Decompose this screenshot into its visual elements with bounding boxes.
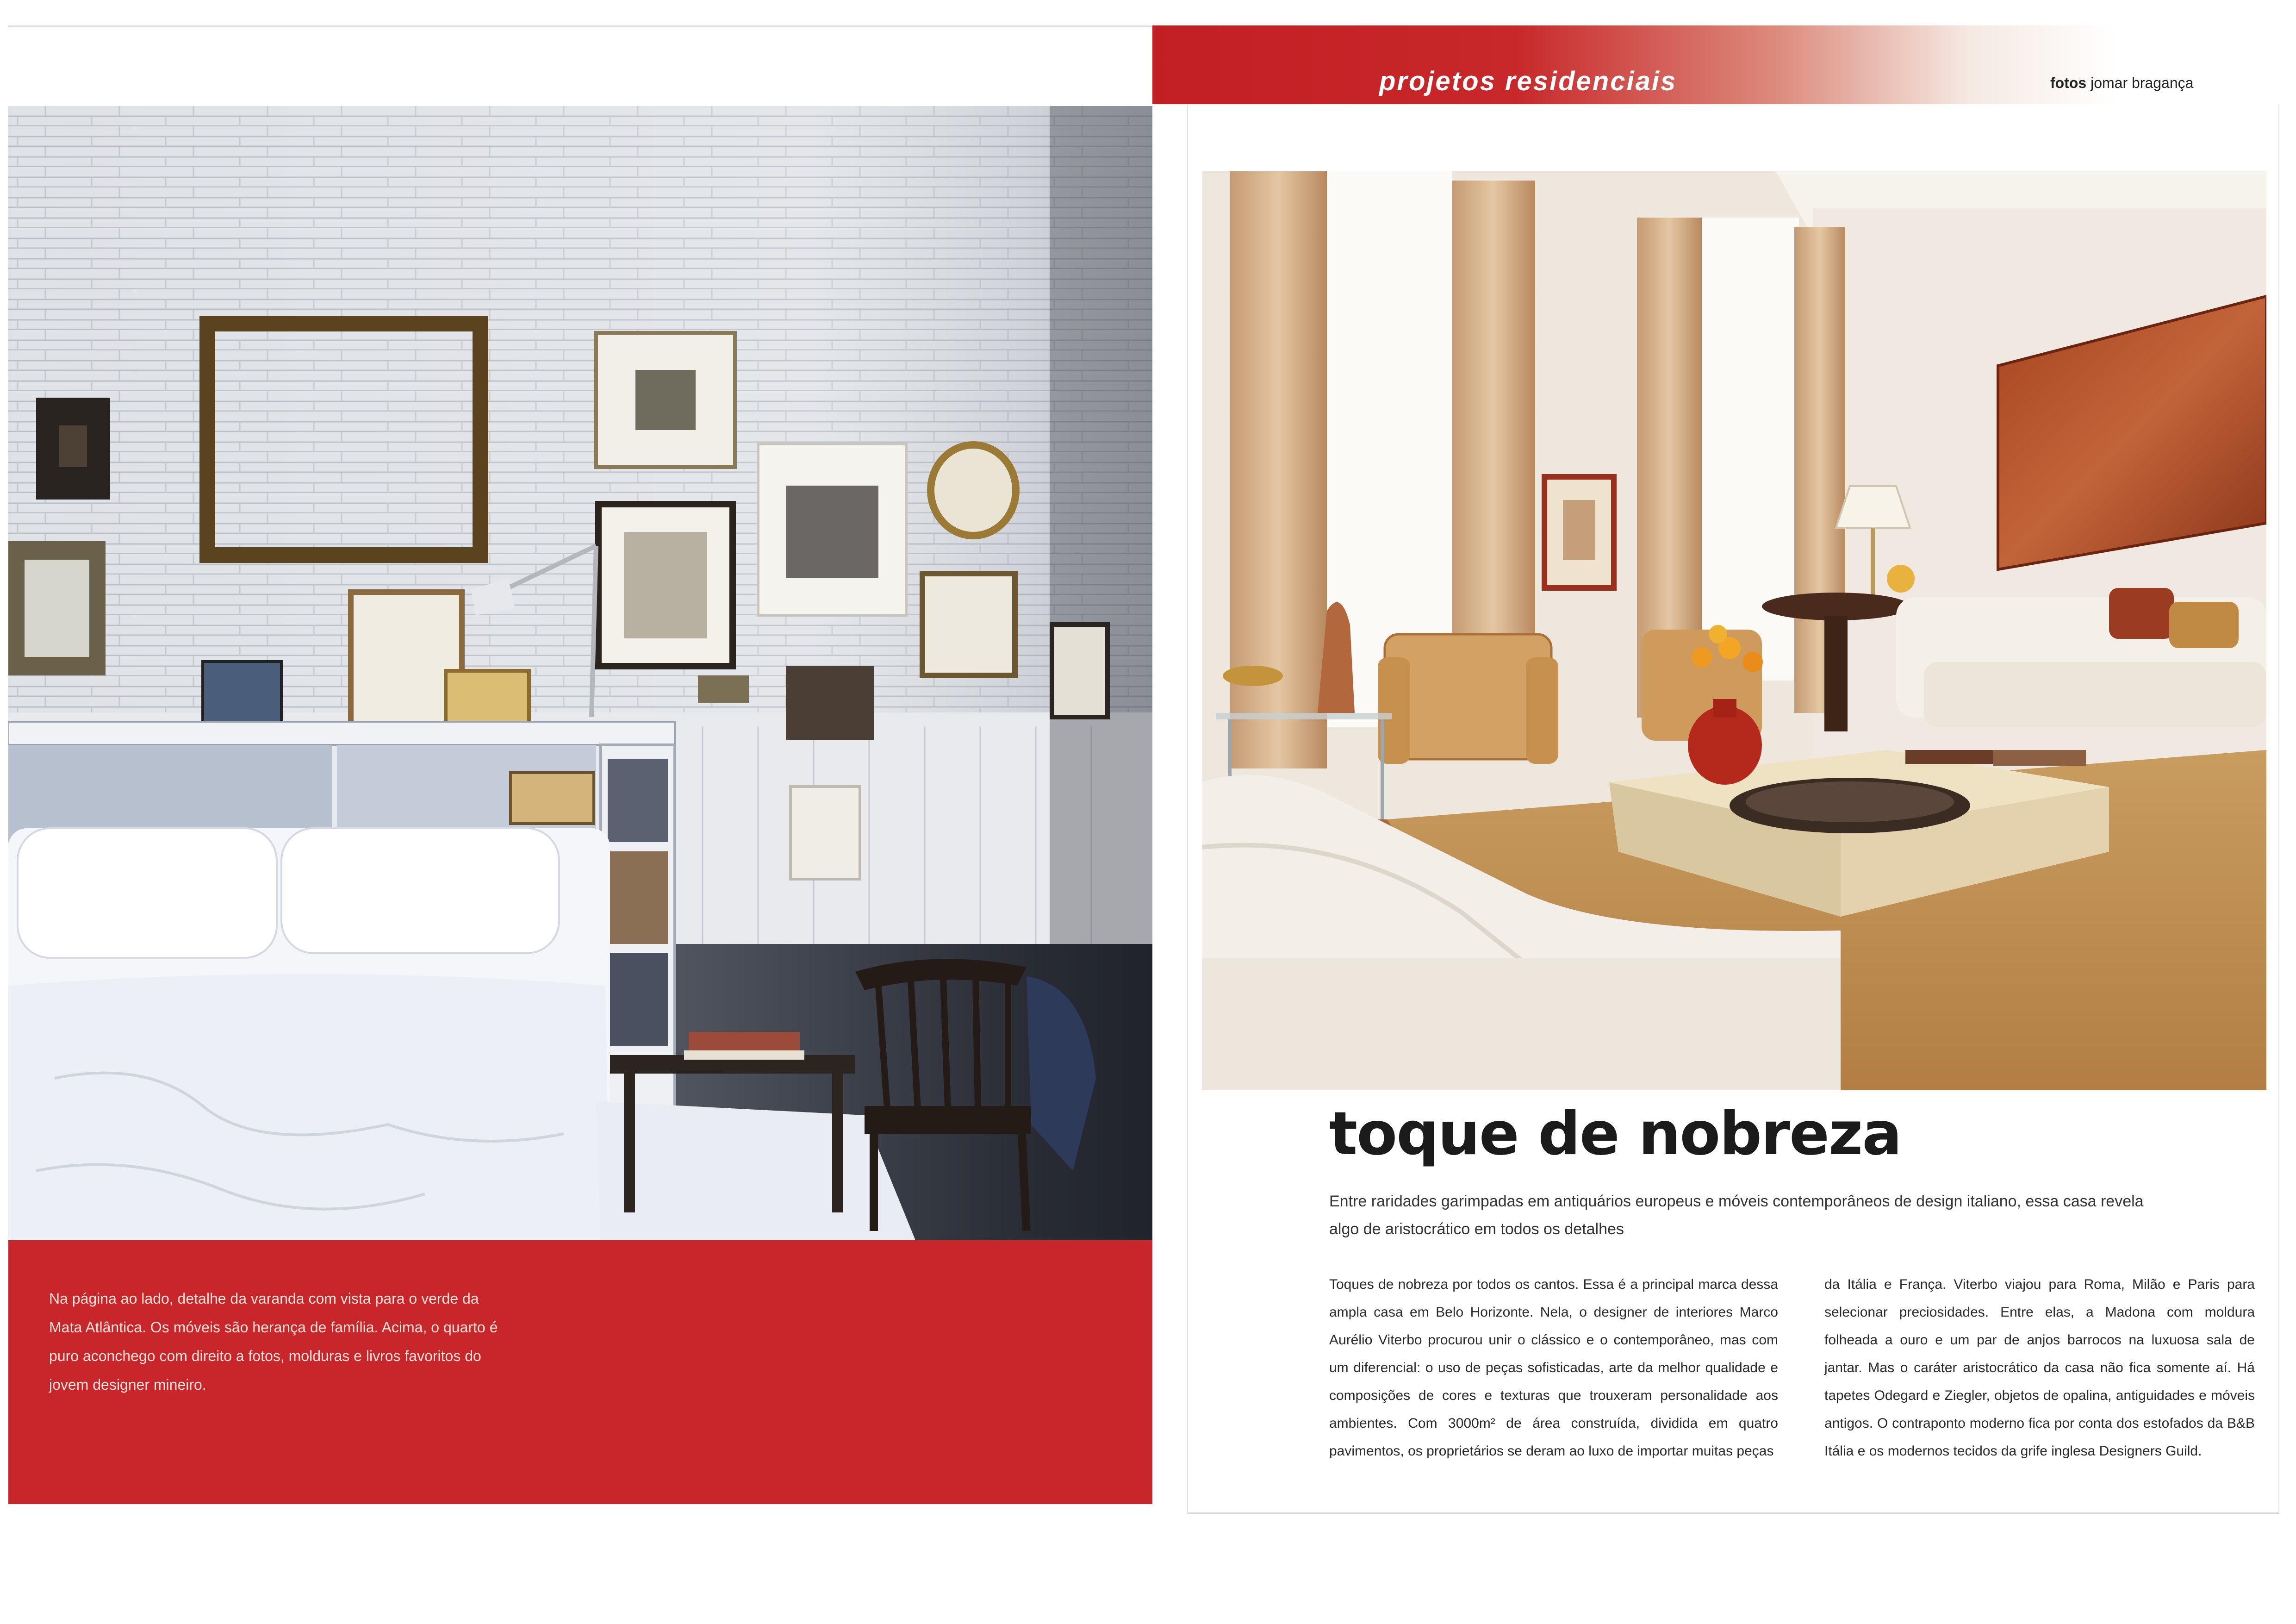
body-column-2: da Itália e França. Viterbo viajou para Roma, Milão e Paris para selecionar preciosidades. Entre elas, a Madona com moldura folheada a ouro e um par de anjos barrocos na luxuosa sala de jantar. Mas o caráter aristocrático da casa não fica somente aí. Há tapetes Odegard e Ziegler, objetos de opalina, antiguidades e móveis antigos. O contraponto moderno fica por conta dos estofados da B&B Itália e os modernos tecidos da grife inglesa Designers Guild. [1824,1277,2255,1459]
photo-credit [2050,74,2193,92]
section-header [1152,25,2286,104]
living-room-photo [1202,171,2266,1090]
article-headline: toque de nobreza [1329,1099,1901,1168]
photo-credit-name: jomar bragança [2091,75,2194,91]
photo-credit-label: fotos [2050,75,2087,91]
article-deck: Entre raridades garimpadas em antiquários europeus e móveis contemporâneos de design italiano, essa casa revela algo de aristocrático em todos os detalhes [1329,1193,2144,1238]
body-column-1: Toques de nobreza por todos os cantos. Essa é a principal marca dessa ampla casa em Belo Horizonte. Nela, o designer de interiores Marco Aurélio Viterbo procurou unir o clássico e o contemporâneo, mas com um diferencial: o uso de peças sofisticadas, arte da melhor qualidade e composições de cores e texturas que trouxeram personalidade aos ambientes. Com 3000m² de área construída, dividida em quatro pavimentos, os proprietários se deram ao luxo de importar muitas peças [1329,1277,1778,1459]
right-page [1152,25,2286,1514]
article-panel [1187,104,2279,1514]
photo-caption: Na página ao lado, detalhe da varanda com vista para o verde da Mata Atlântica. Os móveis são herança de família. Acima, o quarto é puro aconchego com direito a fotos, molduras e livros favoritos do jovem designer mineiro. [49,1290,498,1393]
caption-band [8,1240,1152,1504]
section-title: projetos residenciais [1379,66,1677,96]
left-page [8,25,1152,1502]
bedroom-photo [8,106,1152,1240]
